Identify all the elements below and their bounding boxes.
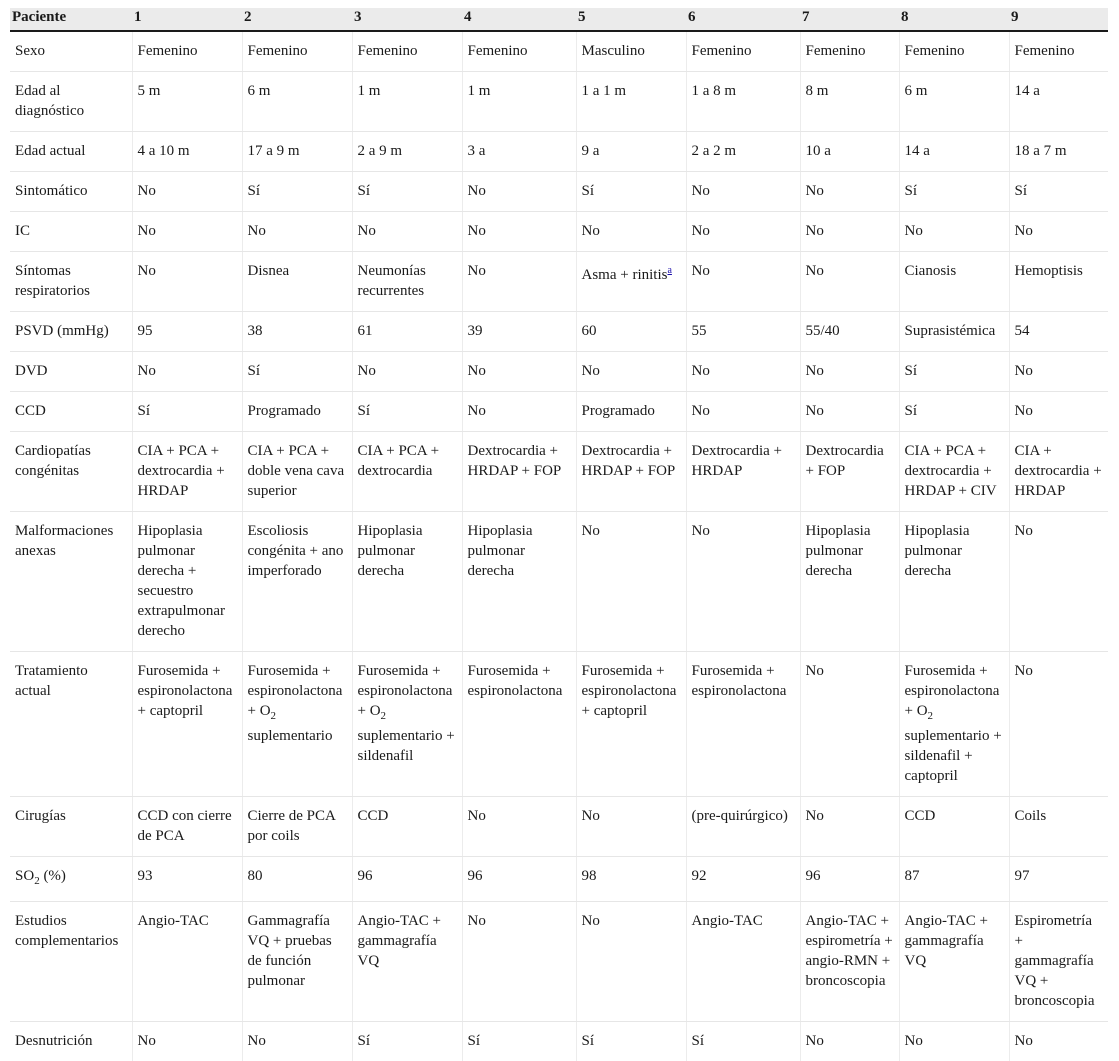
table-cell: Angio-TAC + gammagrafía VQ	[352, 902, 462, 1022]
row-label: CCD	[10, 392, 132, 432]
table-cell: No	[462, 352, 576, 392]
table-cell: 3 a	[462, 132, 576, 172]
clinical-table-container	[10, 8, 1108, 1061]
table-cell: Furosemida + espironolactona + $O_2$ suplementario + sildenafil	[352, 652, 462, 797]
table-cell: Sí	[462, 1022, 576, 1061]
row-label: Cirugías	[10, 797, 132, 857]
header-patient-6: 6	[686, 8, 800, 31]
table-cell: Femenino	[800, 31, 899, 72]
table-cell: Angio-TAC	[132, 902, 242, 1022]
row-label: Estudios complementarios	[10, 902, 132, 1022]
table-cell: Sí	[576, 172, 686, 212]
table-cell: Femenino	[132, 31, 242, 72]
table-cell: No	[132, 212, 242, 252]
table-cell: No	[686, 392, 800, 432]
table-cell: 97	[1009, 857, 1108, 902]
table-cell: Sí	[899, 392, 1009, 432]
table-cell: No	[576, 512, 686, 652]
table-cell: Furosemida + espironolactona + captopril	[132, 652, 242, 797]
table-cell: No	[242, 1022, 352, 1061]
table-cell: Sí	[242, 352, 352, 392]
table-cell: No	[800, 352, 899, 392]
table-cell: No	[800, 212, 899, 252]
table-row	[10, 512, 1108, 652]
header-patient-8: 8	[899, 8, 1009, 31]
table-cell: No	[899, 1022, 1009, 1061]
table-cell: 87	[899, 857, 1009, 902]
table-row	[10, 31, 1108, 72]
table-cell: Sí	[352, 1022, 462, 1061]
table-row	[10, 172, 1108, 212]
table-cell: CCD	[899, 797, 1009, 857]
row-label: $SO_2$ (%)	[10, 857, 132, 902]
table-cell: No	[462, 212, 576, 252]
table-cell: No	[686, 252, 800, 312]
header-row	[10, 8, 1108, 31]
table-row	[10, 857, 1108, 902]
table-row	[10, 132, 1108, 172]
row-label: PSVD (mmHg)	[10, 312, 132, 352]
table-cell: Angio-TAC + gammagrafía VQ	[899, 902, 1009, 1022]
table-row	[10, 797, 1108, 857]
table-cell: Sí	[242, 172, 352, 212]
table-cell: Programado	[576, 392, 686, 432]
header-patient-5: 5	[576, 8, 686, 31]
table-cell: Hipoplasia pulmonar derecha	[800, 512, 899, 652]
table-cell: Disnea	[242, 252, 352, 312]
table-cell: CIA + PCA + dextrocardia + HRDAP	[132, 432, 242, 512]
table-cell: Hemoptisis	[1009, 252, 1108, 312]
table-cell: Femenino	[462, 31, 576, 72]
row-label: Edad actual	[10, 132, 132, 172]
table-cell: 9 a	[576, 132, 686, 172]
table-row	[10, 252, 1108, 312]
table-cell: Coils	[1009, 797, 1108, 857]
table-cell: 6 m	[242, 72, 352, 132]
row-label: Sintomático	[10, 172, 132, 212]
patient-table	[10, 8, 1108, 1061]
table-cell: No	[800, 172, 899, 212]
table-cell: No	[800, 392, 899, 432]
table-cell: No	[462, 797, 576, 857]
table-cell: Dextrocardia + HRDAP + FOP	[462, 432, 576, 512]
table-cell: Femenino	[242, 31, 352, 72]
table-cell: No	[899, 212, 1009, 252]
table-cell: 1 a 1 m	[576, 72, 686, 132]
table-cell: Furosemida + espironolactona + $O_2$ suplementario + sildenafil + captopril	[899, 652, 1009, 797]
table-cell: Hipoplasia pulmonar derecha	[352, 512, 462, 652]
row-label: DVD	[10, 352, 132, 392]
table-row	[10, 902, 1108, 1022]
table-cell: No	[576, 212, 686, 252]
table-cell: CIA + dextrocardia + HRDAP	[1009, 432, 1108, 512]
table-row	[10, 652, 1108, 797]
table-cell: No	[686, 172, 800, 212]
row-label: Sexo	[10, 31, 132, 72]
table-cell: 98	[576, 857, 686, 902]
table-cell: 2 a 2 m	[686, 132, 800, 172]
row-label: IC	[10, 212, 132, 252]
table-cell: Hipoplasia pulmonar derecha	[462, 512, 576, 652]
table-cell: No	[1009, 392, 1108, 432]
table-cell: Sí	[899, 352, 1009, 392]
table-cell: 54	[1009, 312, 1108, 352]
table-cell: Suprasistémica	[899, 312, 1009, 352]
table-cell: 4 a 10 m	[132, 132, 242, 172]
table-cell: No	[576, 902, 686, 1022]
table-cell: 8 m	[800, 72, 899, 132]
table-cell: Furosemida + espironolactona	[462, 652, 576, 797]
table-cell: No	[242, 212, 352, 252]
table-cell: CIA + PCA + dextrocardia	[352, 432, 462, 512]
table-cell: Furosemida + espironolactona + $O_2$ suplementario	[242, 652, 352, 797]
table-cell: Sí	[899, 172, 1009, 212]
table-cell: 1 m	[352, 72, 462, 132]
table-cell: No	[132, 1022, 242, 1061]
row-label: Malformaciones anexas	[10, 512, 132, 652]
table-cell: Angio-TAC + espirometría + angio-RMN + broncoscopia	[800, 902, 899, 1022]
table-cell: Neumonías recurrentes	[352, 252, 462, 312]
table-cell: No	[800, 797, 899, 857]
header-patient-7: 7	[800, 8, 899, 31]
table-cell: No	[462, 392, 576, 432]
table-cell: CCD con cierre de PCA	[132, 797, 242, 857]
table-cell: No	[352, 212, 462, 252]
table-cell: Masculino	[576, 31, 686, 72]
table-cell: Sí	[132, 392, 242, 432]
table-cell: No	[1009, 1022, 1108, 1061]
table-cell: Espirometría + gammagrafía VQ + broncoscopia	[1009, 902, 1108, 1022]
table-cell: 17 a 9 m	[242, 132, 352, 172]
table-cell: Programado	[242, 392, 352, 432]
table-cell: Asma + rinitis$^a$	[576, 252, 686, 312]
table-cell: Dextrocardia + FOP	[800, 432, 899, 512]
table-cell: 96	[352, 857, 462, 902]
table-cell: No	[132, 172, 242, 212]
table-cell: No	[132, 352, 242, 392]
table-cell: 93	[132, 857, 242, 902]
table-row	[10, 312, 1108, 352]
table-cell: No	[1009, 652, 1108, 797]
table-cell: 14 a	[1009, 72, 1108, 132]
table-cell: 39	[462, 312, 576, 352]
table-cell: No	[462, 902, 576, 1022]
table-row	[10, 72, 1108, 132]
row-label: Síntomas respiratorios	[10, 252, 132, 312]
table-row	[10, 392, 1108, 432]
table-cell: 1 a 8 m	[686, 72, 800, 132]
table-cell: CIA + PCA + dextrocardia + HRDAP + CIV	[899, 432, 1009, 512]
table-row	[10, 212, 1108, 252]
row-label: Cardiopatías congénitas	[10, 432, 132, 512]
table-cell: No	[686, 212, 800, 252]
table-cell: CCD	[352, 797, 462, 857]
table-cell: Sí	[1009, 172, 1108, 212]
table-cell: Sí	[352, 392, 462, 432]
table-cell: No	[352, 352, 462, 392]
footnote-link[interactable]: a	[667, 265, 671, 276]
table-cell: Femenino	[1009, 31, 1108, 72]
table-row	[10, 352, 1108, 392]
table-cell: Angio-TAC	[686, 902, 800, 1022]
table-cell: No	[462, 172, 576, 212]
row-label: Tratamiento actual	[10, 652, 132, 797]
table-cell: Femenino	[352, 31, 462, 72]
table-cell: 61	[352, 312, 462, 352]
table-cell: CIA + PCA + doble vena cava superior	[242, 432, 352, 512]
table-cell: Femenino	[899, 31, 1009, 72]
table-body	[10, 31, 1108, 1061]
table-cell: Sí	[576, 1022, 686, 1061]
table-cell: Gammagrafía VQ + pruebas de función pulmonar	[242, 902, 352, 1022]
table-cell: 96	[800, 857, 899, 902]
table-cell: Furosemida + espironolactona	[686, 652, 800, 797]
table-cell: Sí	[686, 1022, 800, 1061]
table-cell: Cianosis	[899, 252, 1009, 312]
table-cell: 2 a 9 m	[352, 132, 462, 172]
table-cell: No	[686, 512, 800, 652]
table-cell: Sí	[352, 172, 462, 212]
header-paciente: Paciente	[10, 8, 132, 31]
table-cell: 92	[686, 857, 800, 902]
header-patient-1: 1	[132, 8, 242, 31]
table-cell: Dextrocardia + HRDAP	[686, 432, 800, 512]
table-cell: 18 a 7 m	[1009, 132, 1108, 172]
table-cell: No	[1009, 212, 1108, 252]
table-cell: Femenino	[686, 31, 800, 72]
row-label: Edad al diagnóstico	[10, 72, 132, 132]
table-cell: 55/40	[800, 312, 899, 352]
table-cell: 96	[462, 857, 576, 902]
table-cell: (pre-quirúrgico)	[686, 797, 800, 857]
table-cell: Hipoplasia pulmonar derecha	[899, 512, 1009, 652]
table-cell: 1 m	[462, 72, 576, 132]
table-cell: No	[1009, 512, 1108, 652]
table-row	[10, 432, 1108, 512]
table-cell: 55	[686, 312, 800, 352]
table-cell: 95	[132, 312, 242, 352]
table-cell: 6 m	[899, 72, 1009, 132]
table-cell: 10 a	[800, 132, 899, 172]
table-cell: No	[462, 252, 576, 312]
table-cell: No	[132, 252, 242, 312]
table-cell: Furosemida + espironolactona + captopril	[576, 652, 686, 797]
header-patient-3: 3	[352, 8, 462, 31]
table-cell: 5 m	[132, 72, 242, 132]
table-cell: Cierre de PCA por coils	[242, 797, 352, 857]
table-cell: 38	[242, 312, 352, 352]
table-cell: Escoliosis congénita + ano imperforado	[242, 512, 352, 652]
table-cell: No	[576, 352, 686, 392]
table-cell: No	[800, 1022, 899, 1061]
table-cell: 60	[576, 312, 686, 352]
table-cell: No	[686, 352, 800, 392]
table-row	[10, 1022, 1108, 1061]
header-patient-2: 2	[242, 8, 352, 31]
table-cell: No	[800, 252, 899, 312]
table-cell: No	[800, 652, 899, 797]
table-cell: No	[576, 797, 686, 857]
table-cell: Hipoplasia pulmonar derecha + secuestro extrapulmonar derecho	[132, 512, 242, 652]
header-patient-9: 9	[1009, 8, 1108, 31]
table-cell: 80	[242, 857, 352, 902]
table-cell: Dextrocardia + HRDAP + FOP	[576, 432, 686, 512]
header-patient-4: 4	[462, 8, 576, 31]
row-label: Desnutrición	[10, 1022, 132, 1061]
table-cell: 14 a	[899, 132, 1009, 172]
table-cell: No	[1009, 352, 1108, 392]
